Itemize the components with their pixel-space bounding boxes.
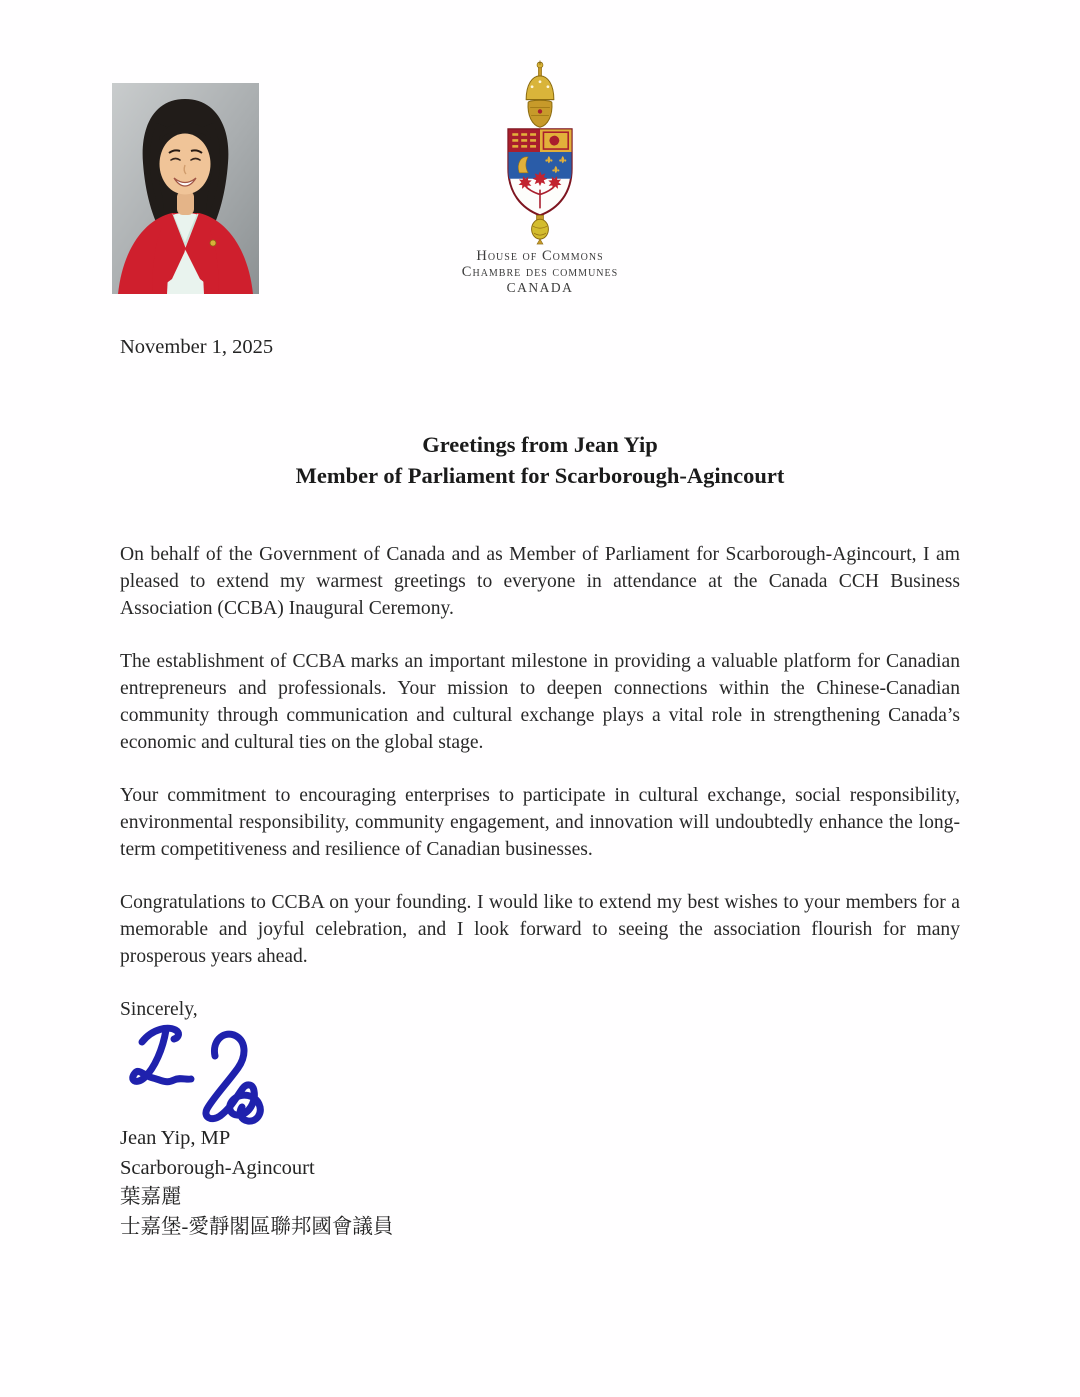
letter-title-line1: Greetings from Jean Yip (422, 432, 658, 457)
org-name-english: House of Commons (476, 248, 604, 264)
org-country: CANADA (506, 280, 574, 295)
signoff-block (120, 1124, 393, 1242)
jean-yip-signature (108, 1014, 338, 1132)
paragraph-1: On behalf of the Government of Canada and as Member of Parliament for Scarborough-Agincourt, I am pleased to extend my warmest greetings to everyone in attendance at the Canada CCH Business Association (CCBA) Inaugural Ceremony. (120, 544, 960, 619)
closing-salutation: Sincerely, (120, 999, 198, 1020)
signoff-name: Jean Yip, MP (120, 1127, 231, 1149)
signoff-title-chinese: 士嘉堡-愛靜閣區聯邦國會議員 (120, 1215, 394, 1238)
paragraph-4: Congratulations to CCBA on your founding. I would like to extend my best wishes to your members for a memorable and joyful celebration, and I look forward to seeing the association flourish for many prosperous years ahead. (120, 892, 960, 967)
letter-body (120, 541, 960, 1049)
org-name-french: Chambre des communes (461, 263, 619, 280)
signature-ink (108, 1014, 338, 1132)
signoff-name-chinese: 葉嘉麗 (120, 1186, 182, 1208)
letter-date: November 1, 2025 (120, 336, 274, 358)
letter-title (120, 429, 960, 491)
paragraph-2: The establishment of CCBA marks an important milestone in providing a valuable platform for Canadian entrepreneurs and professionals. Your mission to deepen connections within the Chinese-Canadian community through communication and cultural exchange plays a vital role in strengthening Canada’s economic and cultural ties on the global stage. (120, 651, 960, 753)
letterhead-crest-block (0, 60, 1080, 296)
letterhead-org-name (0, 249, 1080, 296)
letter-title-line2: Member of Parliament for Scarborough-Agincourt (295, 463, 785, 488)
house-of-commons-crest-icon (495, 60, 585, 246)
paragraph-3: Your commitment to encouraging enterprises to participate in cultural exchange, social responsibility, environmental responsibility, community engagement, and innovation will undoubtedly enhance the long-term competitiveness and resilience of Canadian businesses. (120, 785, 960, 860)
signoff-riding: Scarborough-Agincourt (120, 1156, 315, 1179)
